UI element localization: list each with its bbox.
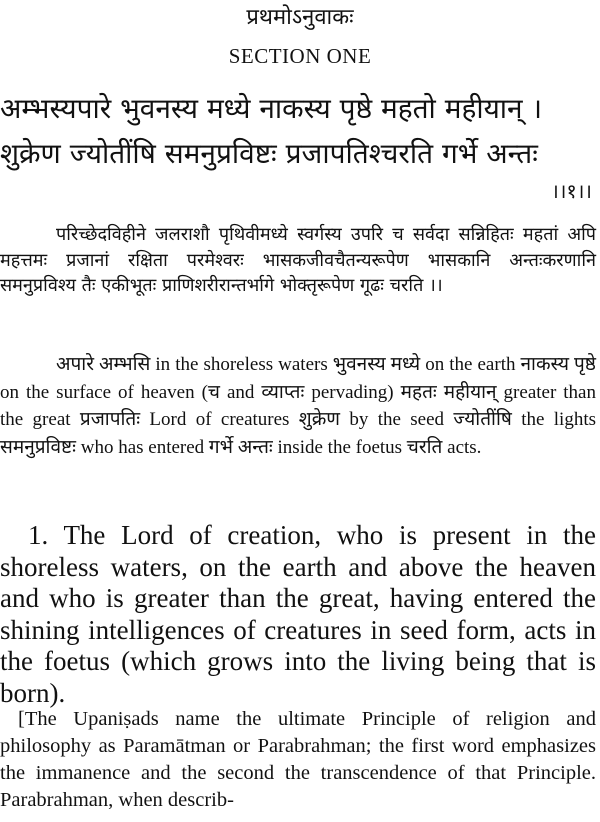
- translation-paragraph: 1. The Lord of creation, who is present in the shoreless waters, on the earth and above the heaven and who is greater than the great, having entered the shining intelligences of creatures in seed form, acts in the foetus (which grows into the living being that is born).: [0, 520, 596, 708]
- explanatory-note: [0, 706, 596, 814]
- gloss-paragraph: अपारे अम्भसि in the shoreless waters भुवनस्य मध्ये on the earth नाकस्य पृष्ठे on the surface of heaven (च and व्याप्तः pervading) महतः महीयान् greater than the great प्रजापतिः Lord of creatures शुक्रेण by the seed ज्योतींषि the lights समनुप्रविष्टः who has entered गर्भे अन्तः inside the foetus चरति acts.: [0, 354, 596, 458]
- word-gloss: [0, 351, 596, 461]
- verse-line-2: शुक्रेण ज्योतींषि समनुप्रविष्टः प्रजापतिश्चरति गर्भे अन्तः: [0, 137, 538, 170]
- verse-number: ।।१।।: [551, 179, 592, 203]
- sanskrit-section-title: प्रथमोऽनुवाकः: [246, 5, 354, 30]
- section-title: SECTION ONE: [228, 44, 372, 68]
- english-translation: [0, 520, 596, 709]
- commentary-paragraph: परिच्छेदविहीने जलराशौ पृथिवीमध्ये स्वर्गस्य उपरि च सर्वदा सन्निहितः महतां अपि महत्तमः प्रजानां रक्षिता परमेश्वरः भासकजीवचैतन्यरूपेण भासकानि अन्तःकरणानि समनुप्रविश्य तैः एकीभूतः प्राणिशरीरान्तर्भागे भोक्तृरूपेण गूढः चरति ।।: [0, 224, 596, 296]
- sanskrit-commentary: [0, 222, 596, 299]
- note-paragraph: [The Upaniṣads name the ultimate Principle of religion and philosophy as Paramātman or Parabrahman; the first word emphasizes the immanence and the second the transcendence of that Principle. Parabrahman, when describ-: [0, 708, 596, 811]
- verse-line-1: अम्भस्यपारे भुवनस्य मध्ये नाकस्य पृष्ठे महतो महीयान् ।: [0, 92, 543, 125]
